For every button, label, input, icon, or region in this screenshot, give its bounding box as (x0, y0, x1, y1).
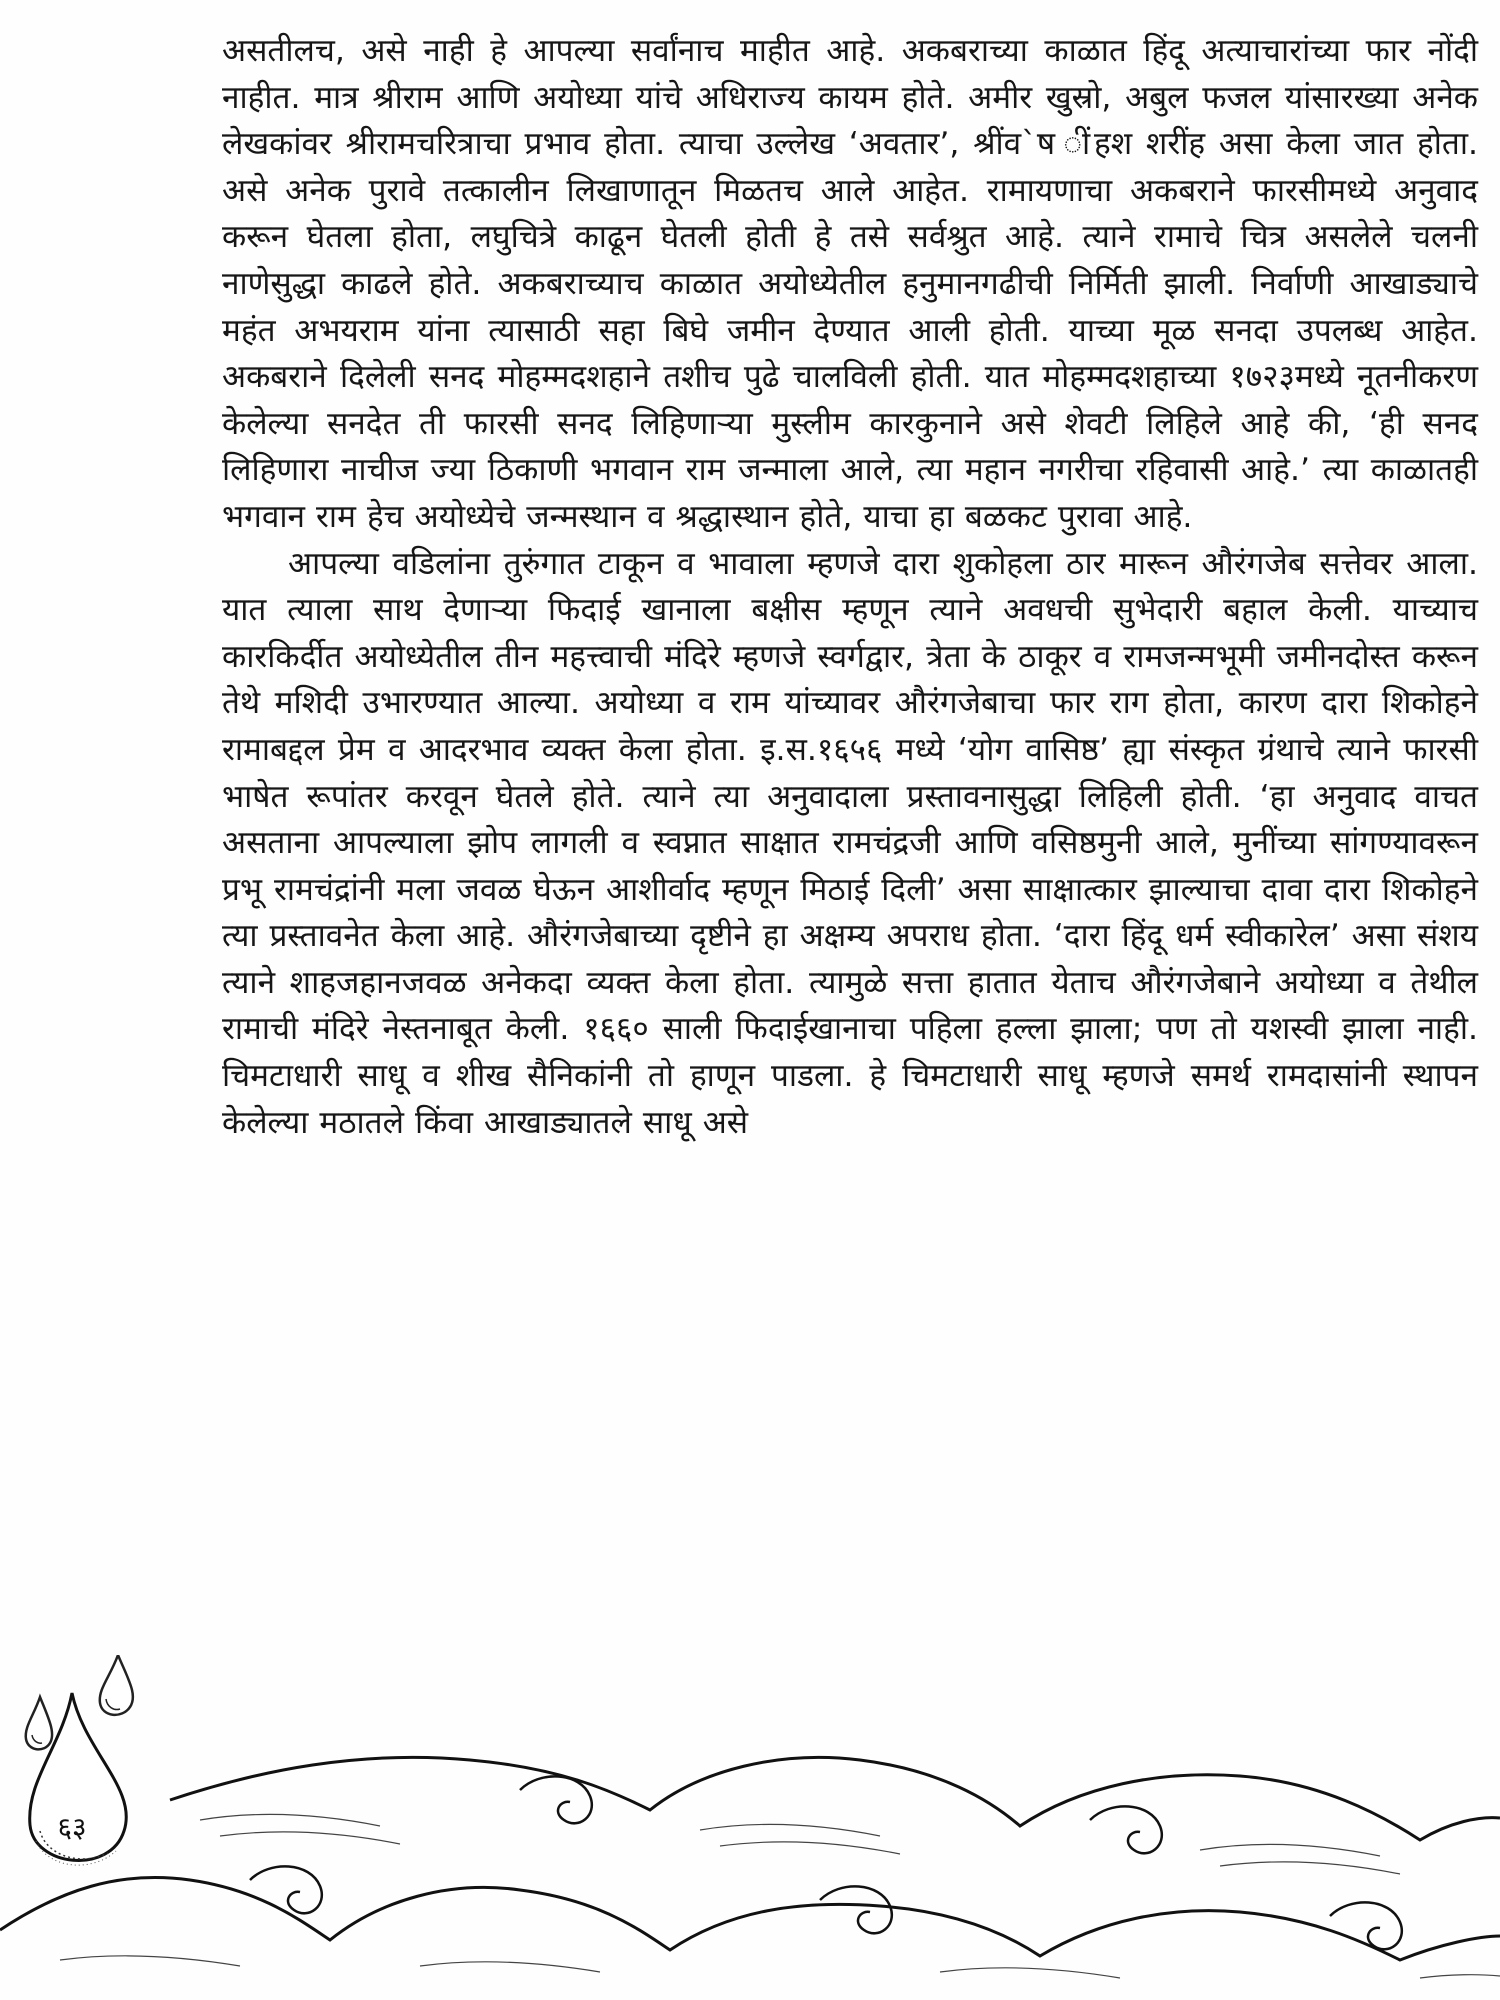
body-text (222, 28, 1478, 1146)
small-drop-right (100, 1655, 133, 1715)
paragraph-1: असतीलच, असे नाही हे आपल्या सर्वांनाच माहीत आहे. अकबराच्या काळात हिंदू अत्याचारांच्या फार नोंदी नाहीत. मात्र श्रीराम आणि अयोध्या यांचे अधिराज्य कायम होते. अमीर खुस्रो, अबुल फजल यांसारख्या अनेक लेखकांवर श्रीरामचरित्राचा प्रभाव होता. त्याचा उल्लेख ‘अवतार’, श्रींव`ष ींहश शरींह असा केला जात होता. असे अनेक पुरावे तत्कालीन लिखाणातून मिळतच आले आहेत. रामायणाचा अकबराने फारसीमध्ये अनुवाद करून घेतला होता, लघुचित्रे काढून घेतली होती हे तसे सर्वश्रुत आहे. त्याने रामाचे चित्र असलेले चलनी नाणेसुद्धा काढले होते. अकबराच्याच काळात अयोध्येतील हनुमानगढीची निर्मिती झाली. निर्वाणी आखाड्याचे महंत अभयराम यांना त्यासाठी सहा बिघे जमीन देण्यात आली होती. याच्या मूळ सनदा उपलब्ध आहेत. अकबराने दिलेली सनद मोहम्मदशहाने तशीच पुढे चालविली होती. यात मोहम्मदशहाच्या १७२३मध्ये नूतनीकरण केलेल्या सनदेत ती फारसी सनद लिहिणाऱ्या मुस्लीम कारकुनाने असे शेवटी लिहिले आहे की, ‘ही सनद लिहिणारा नाचीज ज्या ठिकाणी भगवान राम जन्माला आले, त्या महान नगरीचा रहिवासी आहे.’ त्या काळातही भगवान राम हेच अयोध्येचे जन्मस्थान व श्रद्धास्थान होते, याचा हा बळकट पुरावा आहे. (222, 33, 1478, 535)
wave-outline-back (170, 1757, 1500, 1840)
wave-curl-1 (520, 1776, 592, 1823)
wave-curl-2 (1090, 1806, 1162, 1853)
page-number: ६३ (57, 1811, 87, 1844)
waves-decoration (0, 1730, 1500, 2000)
paragraph-2: आपल्या वडिलांना तुरुंगात टाकून व भावाला म्हणजे दारा शुकोहला ठार मारून औरंगजेब सत्तेवर आला. यात त्याला साथ देणाऱ्या फिदाई खानाला बक्षीस म्हणून त्याने अवधची सुभेदारी बहाल केली. याच्याच कारकिर्दीत अयोध्येतील तीन महत्त्वाची मंदिरे म्हणजे स्वर्गद्वार, त्रेता के ठाकूर व रामजन्मभूमी जमीनदोस्त करून तेथे मशिदी उभारण्यात आल्या. अयोध्या व राम यांच्यावर औरंगजेबाचा फार राग होता, कारण दारा शिकोहने रामाबद्दल प्रेम व आदरभाव व्यक्त केला होता. इ.स.१६५६ मध्ये ‘योग वासिष्ठ’ ह्या संस्कृत ग्रंथाचे त्याने फारसी भाषेत रूपांतर करवून घेतले होते. त्याने त्या अनुवादाला प्रस्तावनासुद्धा लिहिली होती. ‘हा अनुवाद वाचत असताना आपल्याला झोप लागली व स्वप्नात साक्षात रामचंद्रजी आणि वसिष्ठमुनी आले, मुनींच्या सांगण्यावरून प्रभू रामचंद्रांनी मला जवळ घेऊन आशीर्वाद म्हणून मिठाई दिली’ असा साक्षात्कार झाल्याचा दावा दारा शिकोहने त्या प्रस्तावनेत केला आहे. औरंगजेबाच्या दृष्टीने हा अक्षम्य अपराध होता. ‘दारा हिंदू धर्म स्वीकारेल’ असा संशय त्याने शाहजहानजवळ अनेकदा व्यक्त केला होता. त्यामुळे सत्ता हातात येताच औरंगजेबाने अयोध्या व तेथील रामाची मंदिरे नेस्तनाबूत केली. १६६० साली फिदाईखानाचा पहिला हल्ला झाला; पण तो यशस्वी झाला नाही. चिमटाधारी साधू व शीख सैनिकांनी तो हाणून पाडला. हे चिमटाधारी साधू म्हणजे समर्थ रामदासांनी स्थापन केलेल्या मठातले किंवा आखाड्यातले साधू असे (222, 545, 1479, 1141)
